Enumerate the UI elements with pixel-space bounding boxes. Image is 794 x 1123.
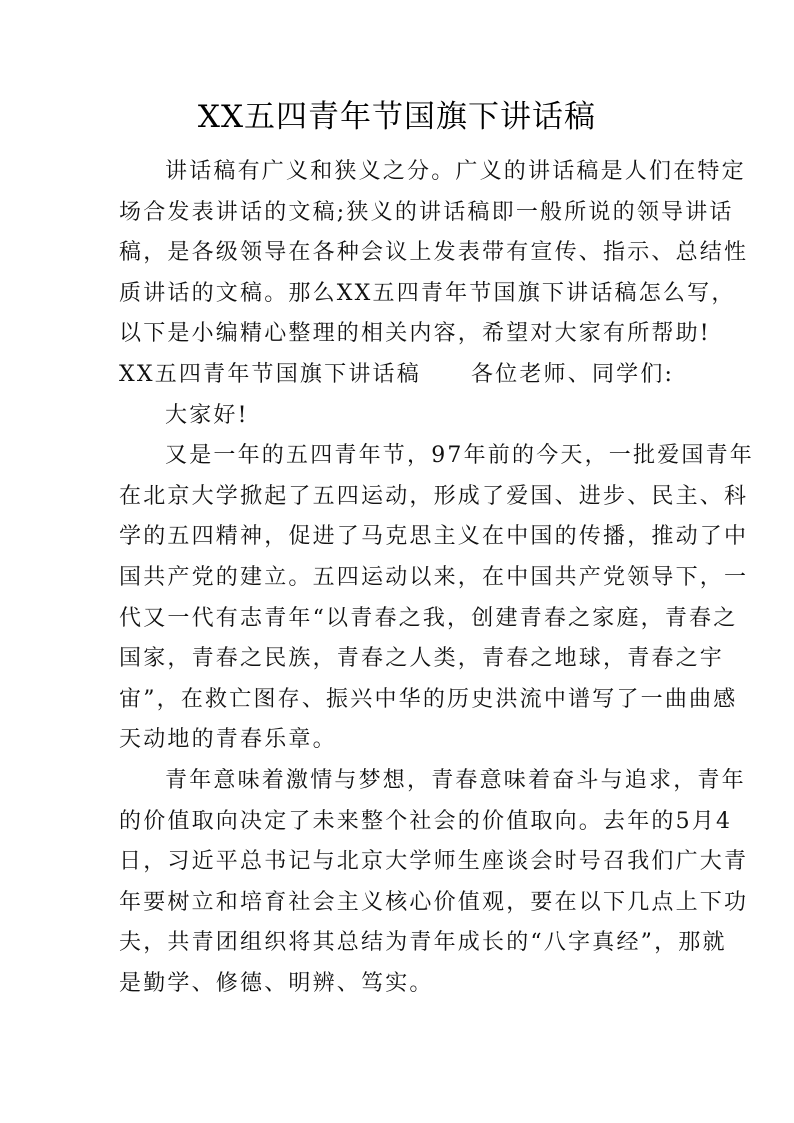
paragraph-line: 宙”，在救亡图存、振兴中华的历史洪流中谱写了一曲曲感	[119, 686, 738, 712]
paragraph-line: 日，习近平总书记与北京大学师生座谈会时号召我们广大青	[119, 849, 749, 875]
document-body	[119, 152, 754, 1004]
paragraph-line: 国共产党的建立。五四运动以来，在中国共产党领导下，一	[119, 564, 749, 590]
paragraph-line: 天动地的青春乐章。	[119, 727, 337, 753]
speech-heading-line	[119, 355, 679, 396]
paragraph-line: 讲话稿有广义和狭义之分。广义的讲话稿是人们在特定	[165, 159, 746, 184]
paragraph-line: 年要树立和培育社会主义核心价值观，要在以下几点上下功	[119, 889, 749, 915]
paragraph-line: 以下是小编精心整理的相关内容，希望对大家有所帮助!	[119, 321, 711, 347]
paragraph-line: 质讲话的文稿。那么XX五四青年节国旗下讲话稿怎么写，	[119, 280, 736, 306]
paragraph-line: 场合发表讲话的文稿;狭义的讲话稿即一般所说的领导讲话	[119, 199, 734, 225]
paragraph-line: 又是一年的五四青年节，97年前的今天，一批爱国青年	[165, 443, 754, 469]
paragraph-line: 青年意味着激情与梦想，青春意味着奋斗与追求，青年	[165, 767, 746, 793]
paragraph-line: 是勤学、修德、明辨、笃实。	[119, 970, 434, 996]
document-title: XX五四青年节国旗下讲话稿	[197, 99, 597, 135]
paragraph-line: 在北京大学掀起了五四运动，形成了爱国、进步、民主、科	[119, 483, 749, 509]
paragraph-line: 夫，共青团组织将其总结为青年成长的“八字真经”，那就	[119, 930, 727, 956]
paragraph-line: 学的五四精神，促进了马克思主义在中国的传播，推动了中	[119, 524, 749, 550]
paragraph-line: 稿，是各级领导在各种会议上发表带有宣传、指示、总结性	[119, 240, 749, 266]
paragraph-line: 国家，青春之民族，青春之人类，青春之地球，青春之宇	[119, 646, 725, 672]
paragraph-line: 代又一代有志青年“以青春之我，创建青春之家庭，青春之	[119, 605, 738, 631]
greeting-line: 大家好!	[165, 402, 249, 428]
speech-heading: XX五四青年节国旗下讲话稿	[119, 361, 421, 387]
paragraph-line: 的价值取向决定了未来整个社会的价值取向。去年的5月4	[119, 808, 733, 834]
salutation: 各位老师、同学们:	[470, 361, 675, 387]
